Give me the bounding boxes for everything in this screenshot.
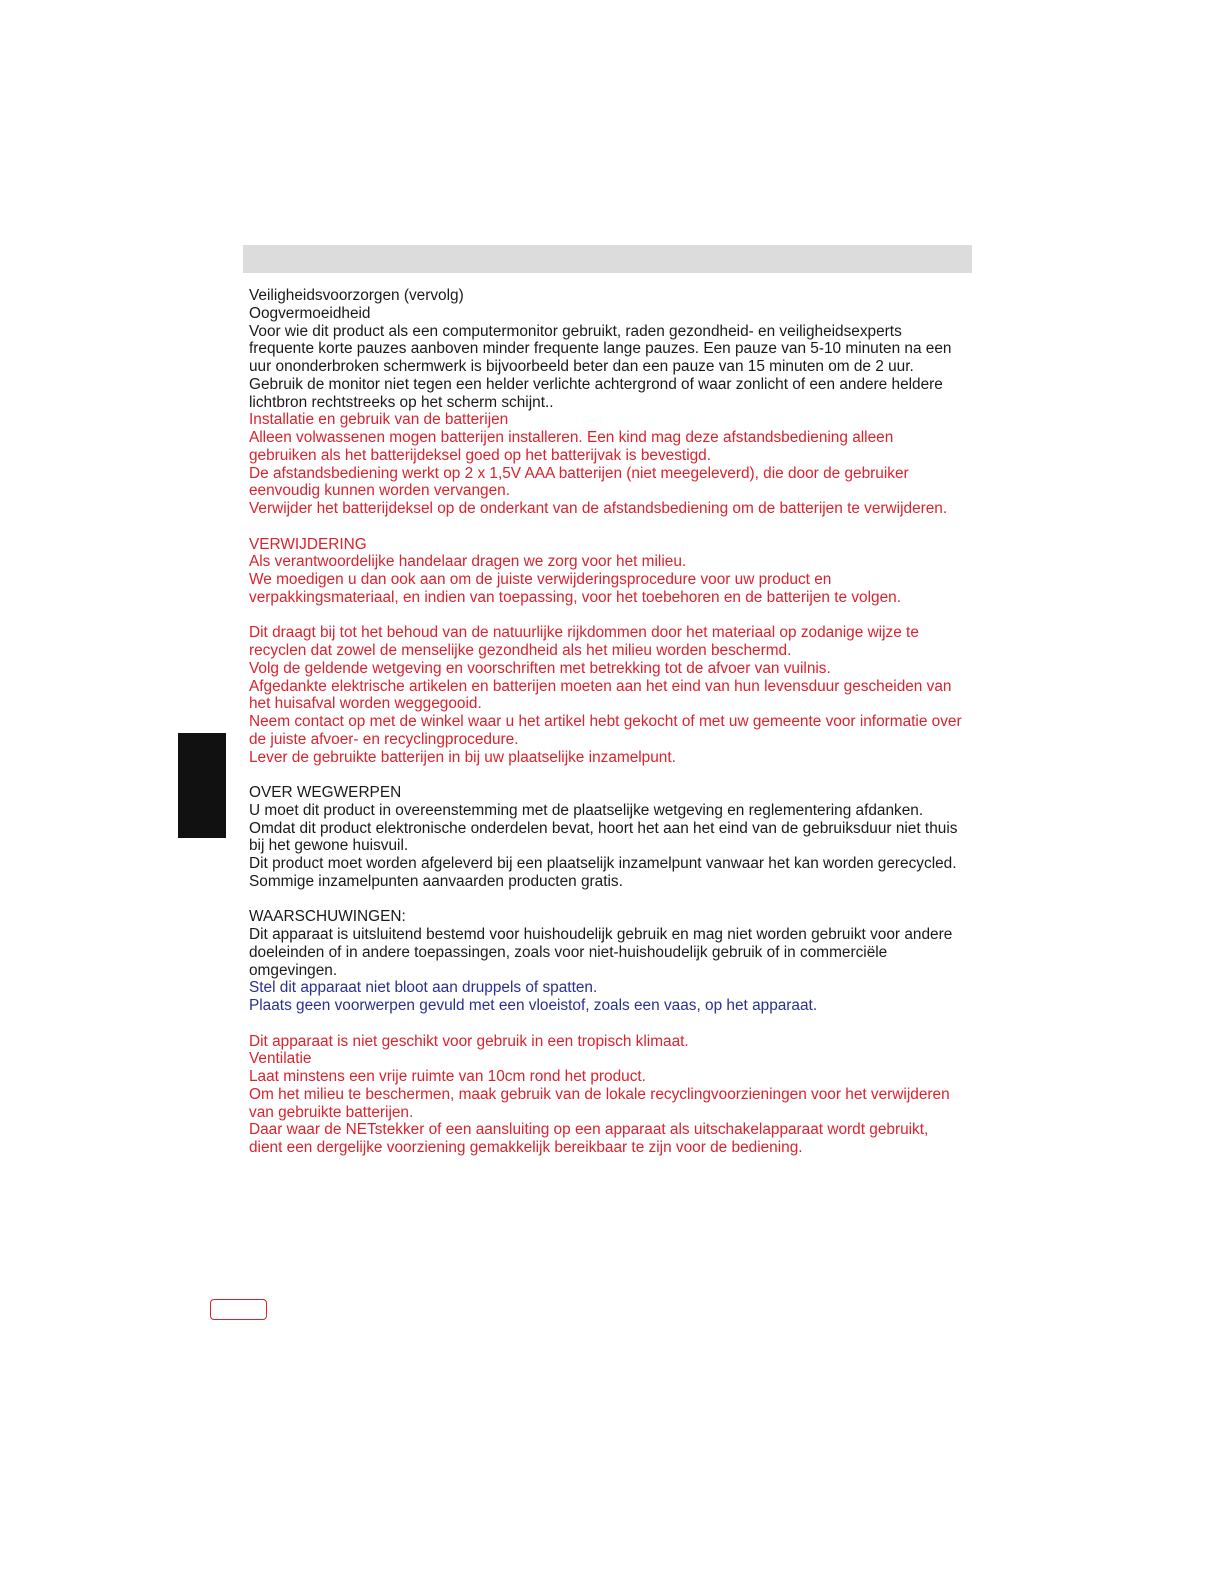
paragraph-warnings-household: Dit apparaat is uitsluitend bestemd voor huishoudelijk gebruik en mag niet worden gebruikt voor andere doeleinden of in andere toepassingen, zoals voor niet-huishoudelijk gebruik of in commerciële omgevingen. bbox=[249, 926, 953, 979]
document-body bbox=[249, 287, 964, 1157]
paragraph-tropical: Dit apparaat is niet geschikt voor gebruik in een tropisch klimaat. bbox=[249, 1032, 689, 1050]
block-recycling bbox=[249, 624, 964, 766]
paragraph-batteries-adults: Alleen volwassenen mogen batterijen installeren. Een kind mag deze afstandsbediening alleen gebruiken als het batterijdeksel goed op het batterijvak is bevestigd. bbox=[249, 429, 894, 464]
heading-eye-strain: Oogvermoeidheid bbox=[249, 304, 371, 322]
paragraph-recycling-resources: Dit draagt bij tot het behoud van de natuurlijke rijkdommen door het materiaal op zodanige wijze te recyclen dat zowel de menselijke gezondheid als het milieu worden beschermd. bbox=[249, 624, 919, 659]
heading-ventilation: Ventilatie bbox=[249, 1050, 312, 1068]
page-number-box bbox=[210, 1299, 267, 1320]
paragraph-throwing-law: U moet dit product in overeenstemming met de plaatselijke wetgeving en reglementering afdanken. bbox=[249, 801, 924, 819]
paragraph-throwing-free: Sommige inzamelpunten aanvaarden producten gratis. bbox=[249, 872, 623, 890]
paragraph-batteries-type: De afstandsbediening werkt op 2 x 1,5V AAA batterijen (niet meegeleverd), die door de gebruiker eenvoudig kunnen worden vervangen. bbox=[249, 464, 909, 500]
paragraph-throwing-electronics: Omdat dit product elektronische onderdelen bevat, hoort het aan het eind van de gebruiksduur niet thuis bij het gewone huisvuil. bbox=[249, 819, 958, 855]
block-eye-strain-batteries bbox=[249, 287, 964, 518]
heading-disposal: VERWIJDERING bbox=[249, 535, 367, 553]
block-warnings bbox=[249, 908, 964, 1015]
paragraph-recycling-batteries: Lever de gebruikte batterijen in bij uw plaatselijke inzamelpunt. bbox=[249, 748, 676, 766]
paragraph-throwing-collection: Dit product moet worden afgeleverd bij een plaatselijk inzamelpunt vanwaar het kan worden gerecycled. bbox=[249, 855, 957, 872]
paragraph-ventilation-space: Laat minstens een vrije ruimte van 10cm rond het product. bbox=[249, 1068, 646, 1085]
paragraph-batteries-remove: Verwijder het batterijdeksel op de onderkant van de afstandsbediening om de batterijen te verwijderen. bbox=[249, 500, 948, 517]
paragraph-mains-plug: Daar waar de NETstekker of een aansluiting op een apparaat als uitschakelapparaat wordt gebruikt, dient een dergelijke voorziening gemakkelijk bereikbaar te zijn voor de bediening. bbox=[249, 1121, 929, 1156]
paragraph-eye-strain: Voor wie dit product als een computermonitor gebruikt, raden gezondheid- en veiligheidsexperts frequente korte pauzes aanboven minder frequente lange pauzes. Een pauze van 5-10 minuten na een uur ononderbroken schermwerk is bijvoorbeeld beter dan een pauze van 15 minuten om de 2 uur. Gebruik de monitor niet tegen een helder verlichte achtergrond of waar zonlicht of een andere heldere lichtbron rechtstreeks op het scherm schijnt.. bbox=[249, 322, 952, 411]
section-title: Veiligheidsvoorzorgen (vervolg) bbox=[249, 287, 464, 304]
paragraph-warnings-liquid: Plaats geen voorwerpen gevuld met een vloeistof, zoals een vaas, op het apparaat. bbox=[249, 997, 818, 1014]
paragraph-disposal-care: Als verantwoordelijke handelaar dragen we zorg voor het milieu. bbox=[249, 553, 687, 571]
paragraph-environment: Om het milieu te beschermen, maak gebruik van de lokale recyclingvoorzieningen voor het verwijderen van gebruikte batterijen. bbox=[249, 1085, 950, 1121]
heading-warnings: WAARSCHUWINGEN: bbox=[249, 908, 406, 926]
paragraph-recycling-separate: Afgedankte elektrische artikelen en batterijen moeten aan het eind van hun levensduur gescheiden van het huisafval worden weggegooid. bbox=[249, 677, 952, 713]
paragraph-recycling-contact: Neem contact op met de winkel waar u het artikel hebt gekocht of met uw gemeente voor informatie over de juiste afvoer- en recyclingprocedure. bbox=[249, 713, 962, 748]
paragraph-disposal-encourage: We moedigen u dan ook aan om de juiste verwijderingsprocedure voor uw product en verpakkingsmateriaal, en indien van toepassing, voor het toebehoren en de batterijen te volgen. bbox=[249, 571, 901, 606]
block-disposal bbox=[249, 536, 964, 607]
section-header-bar bbox=[243, 245, 972, 273]
language-side-tab bbox=[178, 733, 226, 838]
block-throwing-away bbox=[249, 784, 964, 891]
heading-batteries: Installatie en gebruik van de batterijen bbox=[249, 411, 509, 429]
paragraph-recycling-law: Volg de geldende wetgeving en voorschriften met betrekking tot de afvoer van vuilnis. bbox=[249, 659, 831, 677]
paragraph-warnings-drips: Stel dit apparaat niet bloot aan druppels of spatten. bbox=[249, 979, 598, 997]
heading-throwing-away: OVER WEGWERPEN bbox=[249, 784, 402, 801]
block-climate-ventilation bbox=[249, 1033, 964, 1157]
